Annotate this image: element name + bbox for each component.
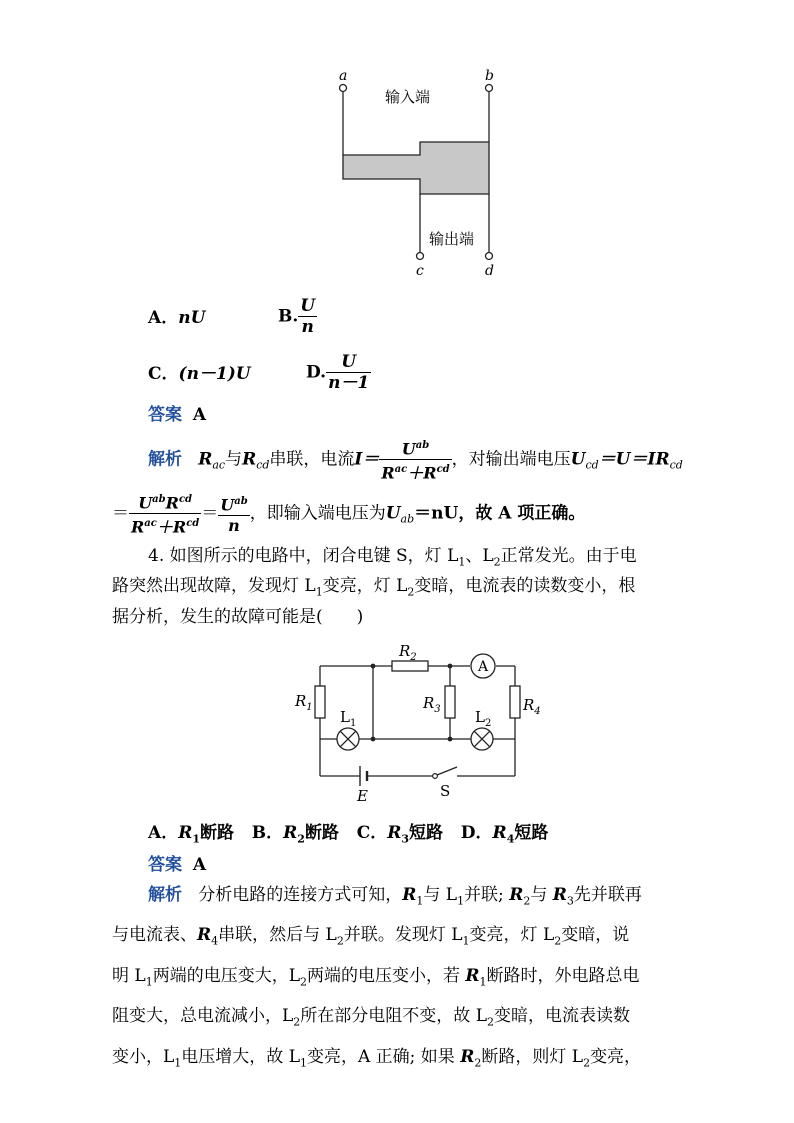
q4-option-b: B．$R_2$断路 [251, 823, 339, 846]
junction-dot [448, 664, 453, 669]
label-output: 输出端 [429, 230, 475, 248]
label-s: S [440, 782, 451, 800]
label-a: a [339, 68, 348, 84]
label-c: c [416, 263, 424, 279]
q3-option-b: B. $\frac{U}{n}$ [278, 296, 316, 337]
q4-option-d: D．$R_4$短路 [460, 823, 549, 846]
q4-analysis-line: 变小，$L_1$电压增大，故 $L_1$变亮，A 正确; 如果 $R_2$断路，则灯 $L_2$变亮， [112, 1046, 642, 1069]
label-l2: $L_2$ [475, 708, 492, 729]
q4-analysis-line: 与电流表、$R_4$串联，然后与 $L_2$并联。发现灯 $L_1$变亮，灯 $L_2$变暗，说 [112, 925, 630, 948]
label-input: 输入端 [385, 88, 431, 106]
q4-options [148, 823, 548, 849]
label-d: d [485, 263, 494, 279]
resistor-r4 [510, 686, 520, 718]
q4-answer: 答案 A [148, 855, 207, 875]
q4-analysis-line: 解析 分析电路的连接方式可知，$R_1$与 $L_1$并联; $R_2$与 $R_3$先并联再 [148, 885, 642, 908]
figure-terminals [325, 62, 505, 284]
junction-dot [371, 664, 376, 669]
q3-option-d: D. $\frac{U}{n-1}$ [306, 352, 370, 393]
label-b: b [485, 68, 494, 84]
q3-option-c: C．(n－1)U [148, 364, 251, 384]
resistor-r1 [315, 686, 325, 718]
q4-option-c: C．$R_3$短路 [356, 823, 444, 846]
label-r3: $R_3$ [423, 694, 441, 715]
q4-stem-line2: 路突然出现故障，发现灯 $L_1$变亮，灯 $L_2$变暗，电流表的读数变小，根 [112, 576, 636, 599]
switch-blade [437, 767, 457, 775]
junction-dot [448, 737, 453, 742]
q4-option-a: A．$R_1$断路 [148, 823, 234, 846]
q3-answer: 答案 A [148, 405, 207, 425]
q4-analysis [112, 878, 692, 1080]
junction-dot [371, 737, 376, 742]
q3-option-a: A．nU [148, 308, 206, 328]
q4-stem-line1: 4. 如图所示的电路中，闭合电键 S，灯 $L_1$、$L_2$正常发光。由于电 [148, 546, 637, 569]
resistor-r3 [445, 686, 455, 718]
label-ammeter: A [478, 659, 489, 675]
label-r4: $R_4$ [523, 696, 541, 717]
label-e: E [357, 787, 368, 805]
label-r1: $R_1$ [295, 692, 313, 713]
q4-stem-line3: 据分析，发生的故障可能是( ) [112, 607, 364, 627]
q4-analysis-line: 明 $L_1$两端的电压变大，$L_2$两端的电压变小，若 $R_1$断路时，外电路总电 [112, 965, 640, 989]
label-r2: $R_2$ [399, 642, 417, 663]
terminal-b [486, 85, 493, 92]
label-l1: $L_1$ [340, 708, 357, 729]
figure-circuit [285, 636, 545, 808]
terminal-a [340, 85, 347, 92]
switch-contact [433, 774, 438, 779]
q4-analysis-line: 阻变大，总电流减小，$L_2$所在部分电阻不变，故 $L_2$变暗，电流表读数 [112, 1006, 630, 1029]
terminal-c [417, 253, 424, 260]
terminal-d [486, 253, 493, 260]
q3-analysis-line1: 解析 $R_{ac}$与$R_{cd}$串联，电流I＝ $\frac{U^{ab}}{R^{ac}+R^{cd}}$ ，对输出端电压$U_{cd}=U=IR_{cd}$ [148, 436, 683, 484]
q3-analysis-line2: ＝ $\frac{U^{ab}R^{cd}}{R^{ac}+R^{cd}}$ ＝ $\frac{U^{ab}}{n}$ ，即输入端电压为$U_{ab}=nU$，故 A 项正确。 [112, 490, 585, 538]
